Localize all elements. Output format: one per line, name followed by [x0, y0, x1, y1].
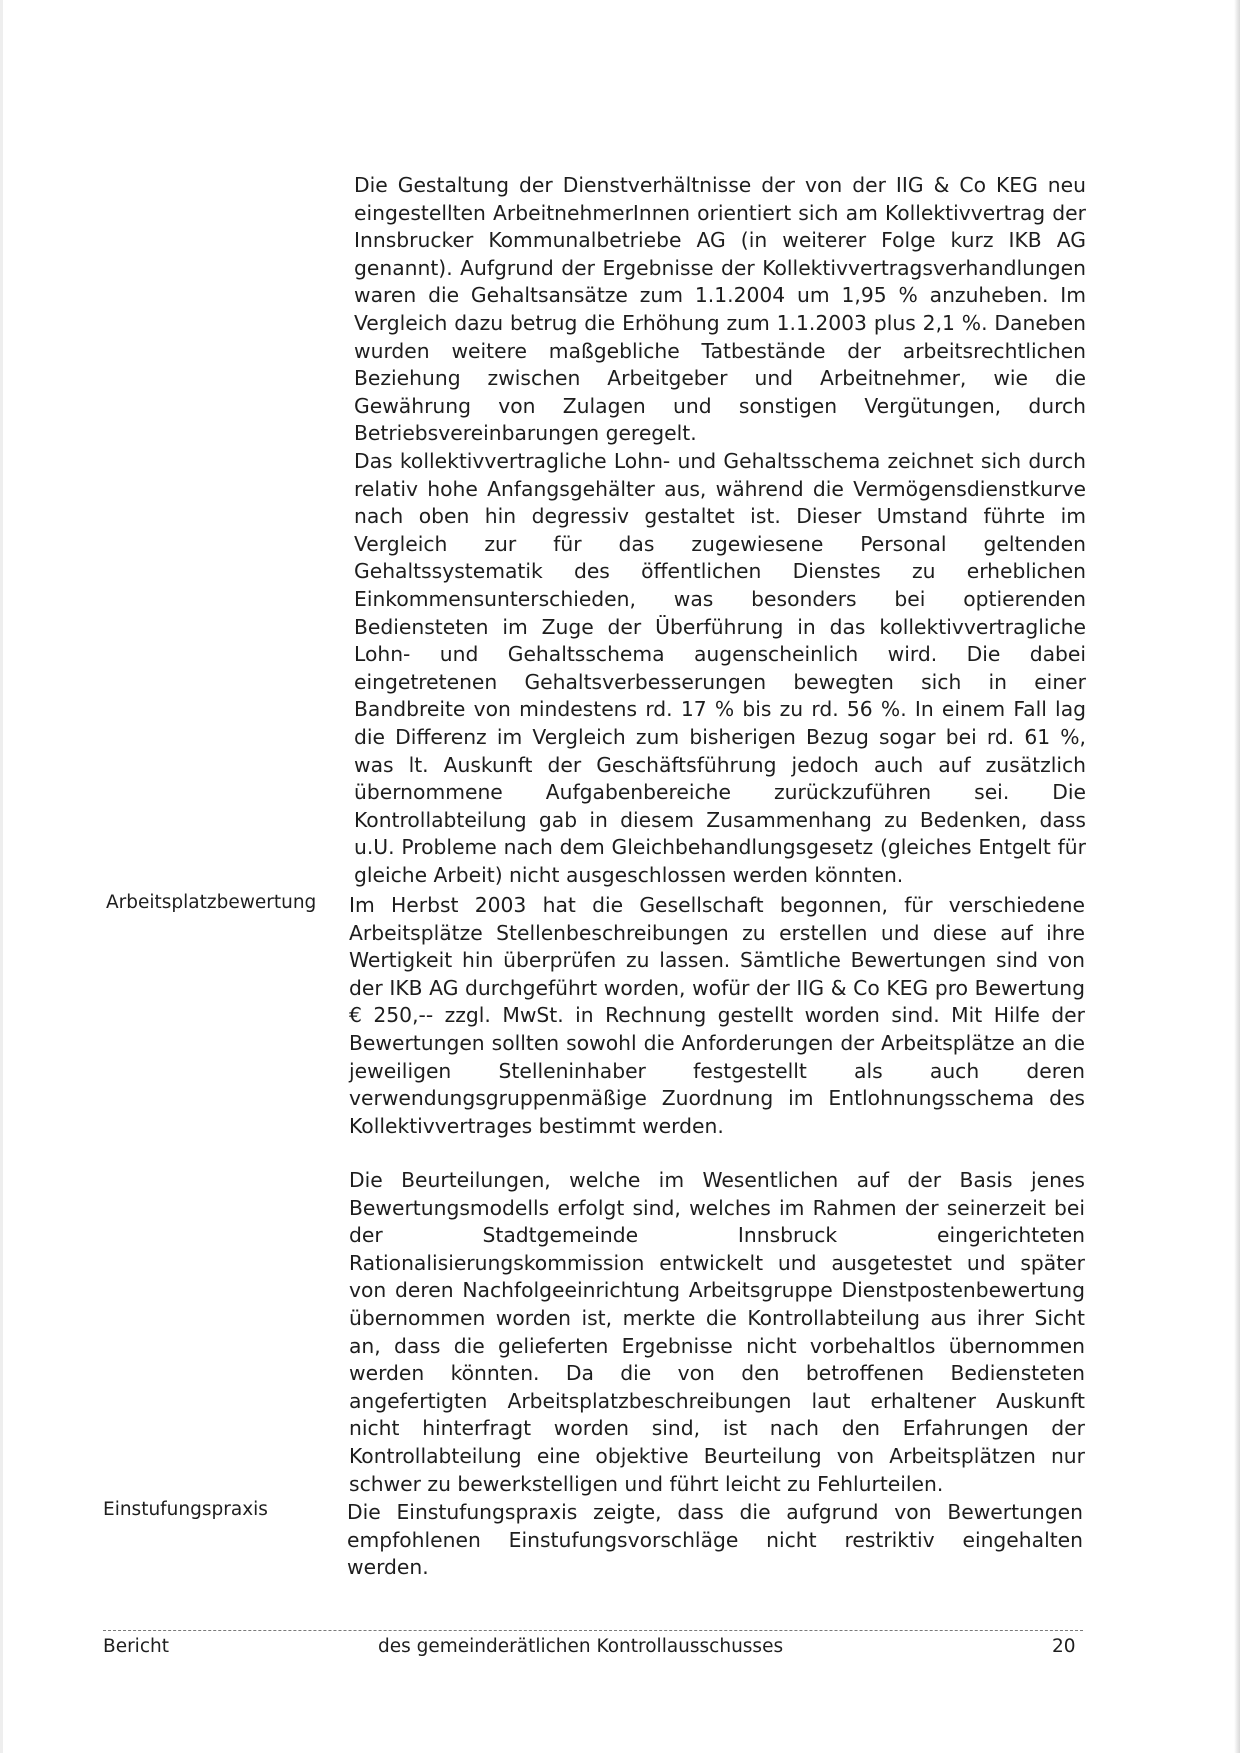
paragraph-arbeitsplatzbewertung: Im Herbst 2003 hat die Gesellschaft begonnen, für verschiedene Arbeitsplätze Stellenbeschreibungen zu erstellen und diese auf ihre Wertigkeit hin überprüfen zu lassen. Sämtliche Bewertungen sind von der IKB AG durchgeführt worden, wofür der IIG & Co KEG pro Bewertung € 250,-- zzgl. MwSt. in Rechnung gestellt worden sind. Mit Hilfe der Bewertungen sollten sowohl die Anforderungen der Arbeitsplätze an die jeweiligen Stelleninhaber festgestellt als auch deren verwendungsgruppenmäßige Zuordnung im Entlohnungsschema des Kollektivvertrages bestimmt werden.	[349, 893, 1085, 1138]
page-number: 20	[1052, 1636, 1076, 1657]
paragraph-beurteilungen: Die Beurteilungen, welche im Wesentlichen auf der Basis jenes Bewertungsmodells erfolgt sind, welches im Rahmen der seinerzeit bei der Stadtgemeinde Innsbruck eingerichteten Rationalisierungskommission entwickelt und ausgetestet und später von deren Nachfolgeeinrichtung Arbeitsgruppe Dienstpostenbewertung übernommen worden ist, merkte die Kontrollabteilung aus ihrer Sicht an, dass die gelieferten Ergebnisse nicht vorbehaltlos übernommen werden könnten. Da die von den betroffenen Bediensteten angefertigten Arbeitsplatzbeschreibungen laut erhaltener Auskunft nicht hinterfragt worden sind, ist nach den Erfahrungen der Kontrollabteilung eine objektive Beurteilung von Arbeitsplätzen nur schwer zu bewerkstelligen und führt leicht zu Fehlurteilen.	[349, 1168, 1085, 1496]
footer-left: Bericht	[103, 1636, 169, 1657]
paragraph-gehaltsschema: Das kollektivvertragliche Lohn- und Gehaltsschema zeichnet sich durch relativ hohe Anfangsgehälter aus, während die Vermögensdienstkurve nach oben hin degressiv gestaltet ist. Dieser Umstand führte im Vergleich zur für das zugewiesene Personal geltenden Gehaltssystematik des öffentlichen Dienstes zu erheblichen Einkommensunterschieden, was besonders bei optierenden Bediensteten im Zuge der Überführung in das kollektivvertragliche Lohn- und Gehaltsschema augenscheinlich wird. Die dabei eingetretenen Gehaltsverbesserungen bewegten sich in einer Bandbreite von mindestens rd. 17 % bis zu rd. 56 %. In einem Fall lag die Differenz im Vergleich zum bisherigen Bezug sogar bei rd. 61 %, was lt. Auskunft der Geschäftsführung jedoch auch auf zusätzlich übernommene Aufgabenbereiche zurückzuführen sei. Die Kontrollabteilung gab in diesem Zusammenhang zu Bedenken, dass u.U. Probleme nach dem Gleichbehandlungsgesetz (gleiches Entgelt für gleiche Arbeit) nicht ausgeschlossen werden könnten.	[354, 449, 1086, 887]
paragraph-einstufungspraxis: Die Einstufungspraxis zeigte, dass die aufgrund von Bewertungen empfohlenen Einstufungsvorschläge nicht restriktiv eingehalten werden.	[347, 1500, 1083, 1580]
footer-center: des gemeinderätlichen Kontrollausschusses	[378, 1636, 784, 1657]
paragraph-dienstverhaeltnisse: Die Gestaltung der Dienstverhältnisse der von der IIG & Co KEG neu eingestellten ArbeitnehmerInnen orientiert sich am Kollektivvertrag der Innsbrucker Kommunalbetriebe AG (in weiterer Folge kurz IKB AG genannt). Aufgrund der Ergebnisse der Kollektivvertragsverhandlungen waren die Gehaltsansätze zum 1.1.2004 um 1,95 % anzuheben. Im Vergleich dazu betrug die Erhöhung zum 1.1.2003 plus 2,1 %. Daneben wurden weitere maßgebliche Tatbestände der arbeitsrechtlichen Beziehung zwischen Arbeitgeber und Arbeitnehmer, wie die Gewährung von Zulagen und sonstigen Vergütungen, durch Betriebsvereinbarungen geregelt.	[354, 173, 1086, 446]
page-edge-right	[1234, 0, 1240, 1753]
margin-label-einstufungspraxis: Einstufungspraxis	[103, 1499, 268, 1520]
margin-label-arbeitsplatzbewertung: Arbeitsplatzbewertung	[106, 892, 317, 913]
footer-divider	[103, 1630, 1083, 1631]
page-edge-left	[0, 0, 3, 1753]
